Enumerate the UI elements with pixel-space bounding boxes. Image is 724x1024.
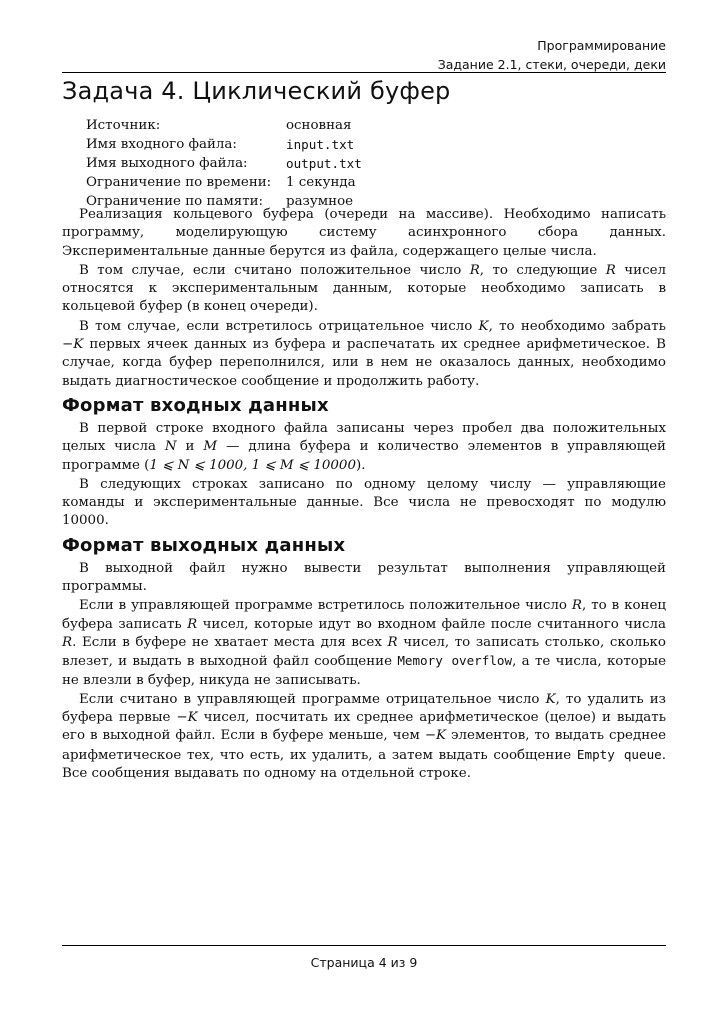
- header-rule: [62, 72, 666, 73]
- meta-value: output.txt: [286, 156, 362, 171]
- problem-body: [62, 206, 666, 783]
- output-format-heading: Формат выходных данных: [62, 534, 346, 556]
- page-number: Страница 4 из 9: [310, 955, 418, 970]
- footer-rule: [62, 945, 666, 946]
- header-course: Программирование: [537, 38, 666, 53]
- meta-value: 1 секунда: [286, 175, 356, 190]
- problem-title: Задача 4. Циклический буфер: [62, 77, 451, 105]
- meta-value: основная: [286, 118, 352, 133]
- meta-label: Ограничение по памяти:: [86, 194, 264, 209]
- header-assignment: Задание 2.1, стеки, очереди, деки: [437, 57, 666, 72]
- overflow-message: Memory overflow: [397, 653, 513, 669]
- meta-row-time-limit: [86, 173, 362, 192]
- empty-queue-message: Empty queue: [576, 746, 662, 762]
- meta-value: input.txt: [286, 137, 355, 152]
- meta-value: разумное: [286, 194, 354, 209]
- input-paragraph-1: В первой строке входного файла записаны через пробел два положительных целых числа N и M — длина буфера и количество элементов в управляющей программе (1 ⩽ N ⩽ 1000, 1 ⩽ M ⩽ 10000).: [62, 420, 666, 473]
- meta-label: Ограничение по времени:: [86, 175, 272, 190]
- meta-label: Имя выходного файла:: [86, 156, 248, 171]
- statement-paragraph-1: Реализация кольцевого буфера (очереди на массиве). Необходимо написать программу, моделирующую систему асинхронного сбора данных. Экспериментальные данные берутся из файла, содержащего целые числа.: [62, 207, 666, 259]
- constraint-formula: 1 ⩽ N ⩽ 1000, 1 ⩽ M ⩽ 10000: [149, 457, 356, 473]
- statement-paragraph-2: В том случае, если считано положительное число R, то следующие R чисел относятся к экспериментальным данным, которые необходимо записать в кольцевой буфер (в конец очереди).: [62, 262, 666, 315]
- input-paragraph-2: В следующих строках записано по одному целому числу — управляющие команды и экспериментальные данные. Все числа не превосходят по модулю 10000.: [62, 476, 666, 529]
- meta-row-output-file: [86, 154, 362, 173]
- meta-row-input-file: [86, 135, 362, 154]
- meta-label: Имя входного файла:: [86, 137, 237, 152]
- output-paragraph-3: Если считано в управляющей программе отрицательное число K, то удалить из буфера первые −K чисел, посчитать их среднее арифметическое (целое) и выдать его в выходной файл. Если в буфере меньше, чем −K элементов, то выдать среднее арифметическое тех, что есть, их удалить, а затем выдать сообщение Empty queue. Все сообщения выдавать по одному на отдельной строке.: [62, 691, 667, 782]
- running-header: [62, 36, 666, 74]
- input-format-heading: Формат входных данных: [62, 394, 329, 416]
- problem-meta-table: [86, 116, 362, 211]
- meta-row-source: [86, 116, 362, 135]
- statement-paragraph-3: В том случае, если встретилось отрицательное число K, то необходимо забрать −K первых ячеек данных из буфера и распечатать их среднее арифметическое. В случае, когда буфер переполнился, или в нем не оказалось данных, необходимо выдать диагностическое сообщение и продолжить работу.: [62, 318, 666, 389]
- output-paragraph-1: В выходной файл нужно вывести результат выполнения управляющей программы.: [62, 560, 666, 595]
- meta-label: Источник:: [86, 118, 161, 133]
- output-paragraph-2: Если в управляющей программе встретилось положительное число R, то в конец буфера записать R чисел, которые идут во входном файле после считанного числа R. Если в буфере не хватает места для всех R чисел, то записать столько, сколько влезет, и выдать в выходной файл сообщение Memory overflow, а те числа, которые не влезли в буфер, никуда не записывать.: [62, 598, 666, 688]
